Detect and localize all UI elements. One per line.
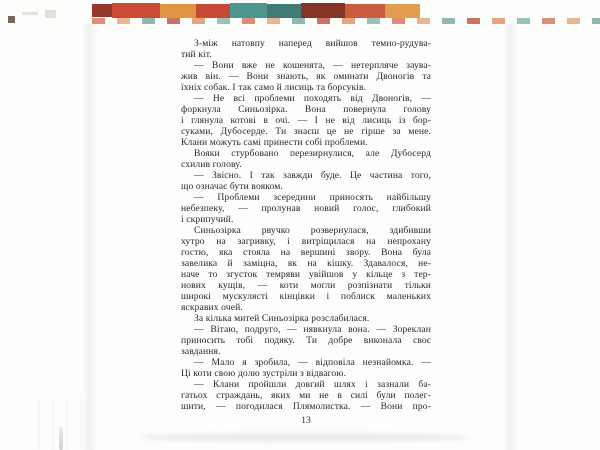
mosaic-tile — [112, 3, 160, 18]
text-line: хутро на загривку, і витріщилася на непрохану — [181, 236, 431, 247]
text-line: і скрипучий. — [181, 214, 234, 225]
text-line: суками, Дубосерде. Ти знаєш це не гірше за мене. — [181, 126, 431, 137]
page-text — [181, 38, 431, 412]
mosaic-tile — [217, 18, 230, 24]
text-line: жив він. — Вони знають, як оминати Двоногів та — [181, 71, 431, 82]
text-line: Клани можуть самі принести собі проблеми. — [181, 137, 368, 148]
mosaic-tile — [542, 18, 555, 24]
mosaic-tile — [117, 18, 130, 24]
text-line: що означає бути вояком. — [181, 181, 283, 192]
mosaic-tile — [442, 18, 455, 24]
mosaic-tile — [301, 3, 345, 18]
mosaic-tile — [22, 12, 38, 15]
page-bottom-shadow — [140, 433, 470, 442]
mosaic-tile — [517, 18, 530, 24]
text-line: гатьох страждань, яких ми не в силі були полег- — [181, 390, 431, 401]
text-line: і глянула котові в очі. — І не від лисиць із бор- — [181, 115, 431, 126]
text-line: шити, — погодилася Плямолистка. — Вони про- — [181, 401, 431, 412]
text-line: Ці коти свою долю зустріли з відвагою. — [181, 368, 347, 379]
text-line: гостю, яка стояла на вершині звору. Вона була — [181, 247, 431, 258]
text-line: нових кущів, — коти могли розпізнати тільки — [181, 280, 431, 291]
mosaic-tile — [45, 10, 56, 18]
mosaic-tile — [385, 4, 420, 18]
text-line: завдання. — [181, 346, 221, 357]
text-line: — Мало я зробила, — відповіла незнайомка. — — [194, 357, 431, 368]
text-line: — Проблеми зсередини приносять найбільшу — [194, 192, 431, 203]
mosaic-tile — [292, 18, 305, 24]
mosaic-tile — [367, 18, 380, 24]
text-line: завелика й заміцна, як на кішку. Здавалося, не- — [181, 258, 431, 269]
mosaic-tile — [242, 18, 255, 24]
mosaic-tile — [92, 18, 105, 24]
mosaic-tile — [160, 4, 196, 18]
page-edge-shadow-right — [502, 24, 518, 450]
text-line: — Вітаю, подруго, — нявкнула вона. — Зореклан — [194, 324, 431, 335]
mosaic-tile — [417, 18, 430, 24]
text-line: наче то згусток темряви увійшов у кільце з тер- — [181, 269, 431, 280]
mosaic-tile — [567, 18, 580, 24]
mosaic-tile — [267, 18, 280, 24]
text-line: небезпеку, — пролунав новий голос, глибокий — [181, 203, 431, 214]
page-edge-shadow-left — [82, 24, 98, 450]
mosaic-border — [0, 0, 600, 30]
text-line: З-між натовпу наперед вийшов темно-рудува- — [194, 38, 431, 49]
mosaic-tile — [345, 4, 385, 18]
mosaic-tile — [8, 16, 15, 23]
page-number: 13 — [301, 415, 311, 426]
text-line: яскравих очей. — [181, 302, 243, 313]
mosaic-tile — [230, 3, 267, 18]
mosaic-tile — [392, 18, 405, 24]
mosaic-tile — [492, 18, 505, 24]
mosaic-tile — [342, 18, 355, 24]
text-line: Вояки стурбовано перезирнулися, але Дубосерд — [194, 148, 431, 159]
text-line: тий кіт. — [181, 49, 212, 60]
text-line: — Звісно. І так завжди буде. Це частина того, — [194, 170, 431, 181]
text-line: Синьозірка рвучко розвернулася, здибивши — [194, 225, 431, 236]
mosaic-tile — [192, 18, 205, 24]
mosaic-tile — [167, 18, 180, 24]
mosaic-tile — [196, 4, 230, 18]
page-corner-mark — [59, 426, 63, 450]
text-line: — Вони вже не кошенята, — нетерпляче заува- — [194, 60, 431, 71]
text-line: — Не всі проблеми походять від Двоногів, — — [194, 93, 431, 104]
text-line: — Клани пройшли довгий шлях і зазнали ба- — [194, 379, 431, 390]
mosaic-tile — [267, 4, 301, 18]
text-line: форкнула Синьозірка. Вона повернула голову — [181, 104, 431, 115]
text-line: схилив голову. — [181, 159, 242, 170]
text-line: широкі мускулясті кінцівки і поблиск маленьких — [181, 291, 431, 302]
mosaic-tile — [592, 18, 600, 24]
mosaic-tile — [467, 18, 480, 24]
mosaic-tile — [92, 4, 112, 17]
mosaic-tile — [142, 18, 155, 24]
text-line: їхніх собак. І так само й лисиць та борсуків. — [181, 82, 367, 93]
mosaic-tile — [317, 18, 330, 24]
text-line: приносить тобі подяку. Ти добре виконала своє — [181, 335, 431, 346]
text-line: За кілька митей Синьозірка розслабилася. — [194, 313, 370, 324]
